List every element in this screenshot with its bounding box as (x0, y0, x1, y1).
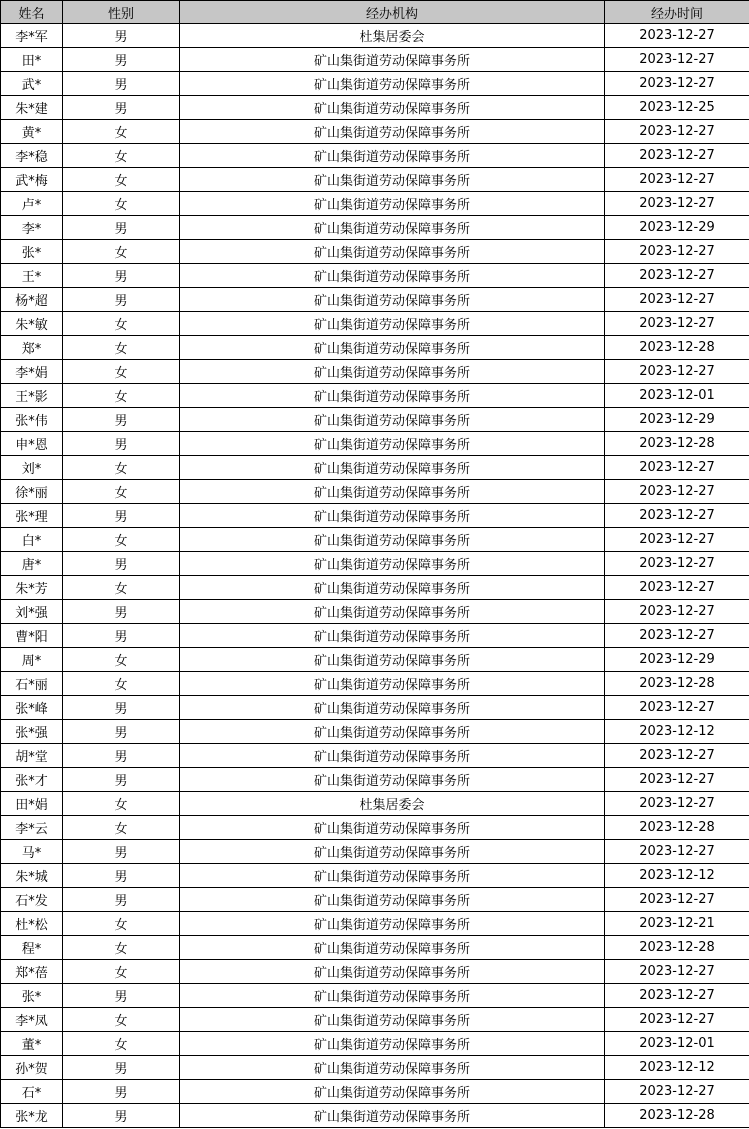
cell-org: 矿山集街道劳动保障事务所 (180, 528, 605, 552)
cell-date: 2023-12-27 (605, 624, 749, 648)
table-row (1, 1080, 749, 1104)
cell-name: 李*军 (1, 24, 63, 48)
table-row (1, 576, 749, 600)
cell-gender: 男 (63, 408, 180, 432)
table-row (1, 168, 749, 192)
cell-date: 2023-12-27 (605, 768, 749, 792)
table-row (1, 1032, 749, 1056)
table-row (1, 912, 749, 936)
table-row (1, 456, 749, 480)
table-row (1, 960, 749, 984)
cell-org: 矿山集街道劳动保障事务所 (180, 264, 605, 288)
cell-date: 2023-12-27 (605, 984, 749, 1008)
cell-gender: 男 (63, 432, 180, 456)
cell-gender: 男 (63, 1080, 180, 1104)
cell-org: 矿山集街道劳动保障事务所 (180, 768, 605, 792)
cell-name: 徐*丽 (1, 480, 63, 504)
cell-name: 程* (1, 936, 63, 960)
cell-name: 曹*阳 (1, 624, 63, 648)
cell-date: 2023-12-29 (605, 648, 749, 672)
table-row (1, 1104, 749, 1128)
cell-date: 2023-12-12 (605, 1056, 749, 1080)
cell-org: 矿山集街道劳动保障事务所 (180, 240, 605, 264)
cell-gender: 女 (63, 528, 180, 552)
cell-gender: 男 (63, 264, 180, 288)
cell-gender: 男 (63, 1104, 180, 1128)
table-row (1, 408, 749, 432)
cell-name: 郑* (1, 336, 63, 360)
cell-name: 田* (1, 48, 63, 72)
table-row (1, 384, 749, 408)
table-row (1, 1008, 749, 1032)
cell-name: 刘*强 (1, 600, 63, 624)
cell-name: 朱*建 (1, 96, 63, 120)
cell-date: 2023-12-27 (605, 48, 749, 72)
cell-date: 2023-12-27 (605, 480, 749, 504)
cell-name: 武*梅 (1, 168, 63, 192)
cell-org: 矿山集街道劳动保障事务所 (180, 1056, 605, 1080)
cell-name: 张*伟 (1, 408, 63, 432)
cell-name: 田*娟 (1, 792, 63, 816)
header-row (1, 1, 749, 24)
cell-org: 矿山集街道劳动保障事务所 (180, 504, 605, 528)
table-row (1, 528, 749, 552)
cell-org: 矿山集街道劳动保障事务所 (180, 360, 605, 384)
cell-gender: 女 (63, 648, 180, 672)
cell-org: 矿山集街道劳动保障事务所 (180, 168, 605, 192)
cell-date: 2023-12-28 (605, 672, 749, 696)
cell-gender: 女 (63, 576, 180, 600)
table-row (1, 840, 749, 864)
cell-org: 矿山集街道劳动保障事务所 (180, 552, 605, 576)
cell-org: 矿山集街道劳动保障事务所 (180, 48, 605, 72)
cell-org: 矿山集街道劳动保障事务所 (180, 696, 605, 720)
cell-name: 张* (1, 240, 63, 264)
cell-gender: 男 (63, 504, 180, 528)
cell-date: 2023-12-28 (605, 1104, 749, 1128)
cell-gender: 男 (63, 288, 180, 312)
table-row (1, 144, 749, 168)
cell-gender: 男 (63, 720, 180, 744)
cell-gender: 女 (63, 1032, 180, 1056)
table-row (1, 72, 749, 96)
cell-date: 2023-12-27 (605, 168, 749, 192)
cell-org: 矿山集街道劳动保障事务所 (180, 1008, 605, 1032)
cell-gender: 男 (63, 24, 180, 48)
table-row (1, 888, 749, 912)
table-row (1, 432, 749, 456)
table-row (1, 288, 749, 312)
cell-name: 朱*芳 (1, 576, 63, 600)
cell-name: 石*发 (1, 888, 63, 912)
cell-gender: 女 (63, 456, 180, 480)
cell-date: 2023-12-27 (605, 240, 749, 264)
cell-gender: 男 (63, 840, 180, 864)
cell-org: 矿山集街道劳动保障事务所 (180, 864, 605, 888)
cell-gender: 男 (63, 888, 180, 912)
cell-org: 杜集居委会 (180, 24, 605, 48)
table-row (1, 24, 749, 48)
cell-date: 2023-12-12 (605, 720, 749, 744)
table-row (1, 768, 749, 792)
cell-date: 2023-12-12 (605, 864, 749, 888)
cell-name: 李* (1, 216, 63, 240)
cell-org: 矿山集街道劳动保障事务所 (180, 1032, 605, 1056)
cell-gender: 女 (63, 360, 180, 384)
cell-name: 武* (1, 72, 63, 96)
cell-name: 李*云 (1, 816, 63, 840)
cell-date: 2023-12-27 (605, 144, 749, 168)
cell-org: 矿山集街道劳动保障事务所 (180, 816, 605, 840)
cell-gender: 男 (63, 48, 180, 72)
table-row (1, 864, 749, 888)
cell-org: 矿山集街道劳动保障事务所 (180, 576, 605, 600)
cell-org: 矿山集街道劳动保障事务所 (180, 624, 605, 648)
header-name: 姓名 (1, 1, 63, 24)
cell-date: 2023-12-21 (605, 912, 749, 936)
cell-name: 李*稳 (1, 144, 63, 168)
cell-gender: 女 (63, 912, 180, 936)
cell-date: 2023-12-27 (605, 192, 749, 216)
cell-gender: 男 (63, 768, 180, 792)
cell-org: 矿山集街道劳动保障事务所 (180, 936, 605, 960)
cell-name: 李*娟 (1, 360, 63, 384)
cell-date: 2023-12-28 (605, 816, 749, 840)
cell-name: 董* (1, 1032, 63, 1056)
table-row (1, 744, 749, 768)
cell-name: 王*影 (1, 384, 63, 408)
cell-date: 2023-12-27 (605, 1008, 749, 1032)
table-row (1, 936, 749, 960)
cell-name: 张*理 (1, 504, 63, 528)
cell-org: 杜集居委会 (180, 792, 605, 816)
cell-date: 2023-12-27 (605, 312, 749, 336)
cell-org: 矿山集街道劳动保障事务所 (180, 216, 605, 240)
cell-date: 2023-12-27 (605, 264, 749, 288)
cell-gender: 男 (63, 744, 180, 768)
table-row (1, 504, 749, 528)
cell-gender: 男 (63, 216, 180, 240)
table-row (1, 240, 749, 264)
cell-name: 马* (1, 840, 63, 864)
cell-gender: 女 (63, 312, 180, 336)
cell-name: 黄* (1, 120, 63, 144)
cell-org: 矿山集街道劳动保障事务所 (180, 912, 605, 936)
table-row (1, 648, 749, 672)
table-row (1, 552, 749, 576)
cell-name: 孙*贺 (1, 1056, 63, 1080)
cell-org: 矿山集街道劳动保障事务所 (180, 144, 605, 168)
cell-name: 石*丽 (1, 672, 63, 696)
cell-org: 矿山集街道劳动保障事务所 (180, 312, 605, 336)
table-row (1, 696, 749, 720)
table-row (1, 624, 749, 648)
cell-org: 矿山集街道劳动保障事务所 (180, 1104, 605, 1128)
table-row (1, 120, 749, 144)
cell-name: 张*强 (1, 720, 63, 744)
cell-date: 2023-12-27 (605, 840, 749, 864)
table-row (1, 192, 749, 216)
cell-org: 矿山集街道劳动保障事务所 (180, 888, 605, 912)
cell-name: 白* (1, 528, 63, 552)
cell-date: 2023-12-27 (605, 576, 749, 600)
cell-gender: 女 (63, 1008, 180, 1032)
table-body (1, 24, 749, 1128)
cell-name: 石* (1, 1080, 63, 1104)
cell-name: 刘* (1, 456, 63, 480)
cell-date: 2023-12-27 (605, 504, 749, 528)
cell-date: 2023-12-29 (605, 216, 749, 240)
cell-gender: 男 (63, 1056, 180, 1080)
cell-org: 矿山集街道劳动保障事务所 (180, 648, 605, 672)
cell-org: 矿山集街道劳动保障事务所 (180, 192, 605, 216)
cell-org: 矿山集街道劳动保障事务所 (180, 672, 605, 696)
cell-name: 朱*敏 (1, 312, 63, 336)
cell-org: 矿山集街道劳动保障事务所 (180, 480, 605, 504)
cell-org: 矿山集街道劳动保障事务所 (180, 720, 605, 744)
cell-org: 矿山集街道劳动保障事务所 (180, 456, 605, 480)
table-row (1, 792, 749, 816)
cell-gender: 男 (63, 624, 180, 648)
cell-name: 张*龙 (1, 1104, 63, 1128)
cell-name: 杨*超 (1, 288, 63, 312)
cell-date: 2023-12-27 (605, 696, 749, 720)
cell-org: 矿山集街道劳动保障事务所 (180, 984, 605, 1008)
cell-gender: 男 (63, 864, 180, 888)
cell-gender: 女 (63, 816, 180, 840)
cell-gender: 女 (63, 144, 180, 168)
cell-name: 杜*松 (1, 912, 63, 936)
cell-org: 矿山集街道劳动保障事务所 (180, 960, 605, 984)
table-row (1, 480, 749, 504)
cell-gender: 女 (63, 384, 180, 408)
cell-name: 张* (1, 984, 63, 1008)
cell-gender: 男 (63, 552, 180, 576)
cell-date: 2023-12-01 (605, 384, 749, 408)
cell-org: 矿山集街道劳动保障事务所 (180, 840, 605, 864)
cell-date: 2023-12-27 (605, 888, 749, 912)
cell-name: 卢* (1, 192, 63, 216)
cell-date: 2023-12-28 (605, 432, 749, 456)
cell-date: 2023-12-28 (605, 936, 749, 960)
header-date: 经办时间 (605, 1, 749, 24)
cell-date: 2023-12-27 (605, 456, 749, 480)
cell-date: 2023-12-25 (605, 96, 749, 120)
table-row (1, 672, 749, 696)
cell-date: 2023-12-28 (605, 336, 749, 360)
cell-gender: 女 (63, 336, 180, 360)
cell-gender: 女 (63, 480, 180, 504)
cell-date: 2023-12-27 (605, 960, 749, 984)
table-row (1, 312, 749, 336)
table-row (1, 264, 749, 288)
cell-date: 2023-12-27 (605, 24, 749, 48)
table-row (1, 48, 749, 72)
cell-name: 申*恩 (1, 432, 63, 456)
cell-gender: 男 (63, 72, 180, 96)
header-gender: 性别 (63, 1, 180, 24)
cell-name: 李*凤 (1, 1008, 63, 1032)
table-row (1, 360, 749, 384)
table-row (1, 1056, 749, 1080)
table-row (1, 720, 749, 744)
cell-date: 2023-12-29 (605, 408, 749, 432)
cell-gender: 女 (63, 960, 180, 984)
table-row (1, 816, 749, 840)
cell-gender: 女 (63, 792, 180, 816)
cell-date: 2023-12-27 (605, 72, 749, 96)
cell-gender: 女 (63, 672, 180, 696)
cell-gender: 男 (63, 696, 180, 720)
cell-date: 2023-12-27 (605, 528, 749, 552)
cell-date: 2023-12-27 (605, 288, 749, 312)
table-row (1, 96, 749, 120)
cell-org: 矿山集街道劳动保障事务所 (180, 432, 605, 456)
cell-date: 2023-12-27 (605, 120, 749, 144)
cell-name: 郑*蓓 (1, 960, 63, 984)
cell-date: 2023-12-27 (605, 792, 749, 816)
cell-date: 2023-12-01 (605, 1032, 749, 1056)
cell-name: 张*峰 (1, 696, 63, 720)
cell-org: 矿山集街道劳动保障事务所 (180, 600, 605, 624)
cell-name: 唐* (1, 552, 63, 576)
cell-date: 2023-12-27 (605, 744, 749, 768)
cell-gender: 男 (63, 984, 180, 1008)
cell-date: 2023-12-27 (605, 552, 749, 576)
cell-org: 矿山集街道劳动保障事务所 (180, 120, 605, 144)
table-header (1, 1, 749, 24)
cell-name: 周* (1, 648, 63, 672)
cell-name: 朱*城 (1, 864, 63, 888)
table-row (1, 216, 749, 240)
table-row (1, 336, 749, 360)
cell-org: 矿山集街道劳动保障事务所 (180, 288, 605, 312)
cell-gender: 女 (63, 192, 180, 216)
cell-date: 2023-12-27 (605, 600, 749, 624)
table-row (1, 984, 749, 1008)
cell-name: 张*才 (1, 768, 63, 792)
cell-gender: 男 (63, 96, 180, 120)
cell-org: 矿山集街道劳动保障事务所 (180, 408, 605, 432)
cell-gender: 男 (63, 600, 180, 624)
cell-org: 矿山集街道劳动保障事务所 (180, 384, 605, 408)
cell-date: 2023-12-27 (605, 360, 749, 384)
cell-gender: 女 (63, 168, 180, 192)
header-org: 经办机构 (180, 1, 605, 24)
cell-name: 胡*堂 (1, 744, 63, 768)
table-row (1, 600, 749, 624)
cell-gender: 女 (63, 936, 180, 960)
cell-org: 矿山集街道劳动保障事务所 (180, 336, 605, 360)
cell-org: 矿山集街道劳动保障事务所 (180, 72, 605, 96)
cell-date: 2023-12-27 (605, 1080, 749, 1104)
cell-name: 王* (1, 264, 63, 288)
cell-gender: 女 (63, 120, 180, 144)
cell-org: 矿山集街道劳动保障事务所 (180, 1080, 605, 1104)
cell-org: 矿山集街道劳动保障事务所 (180, 744, 605, 768)
cell-gender: 女 (63, 240, 180, 264)
cell-org: 矿山集街道劳动保障事务所 (180, 96, 605, 120)
